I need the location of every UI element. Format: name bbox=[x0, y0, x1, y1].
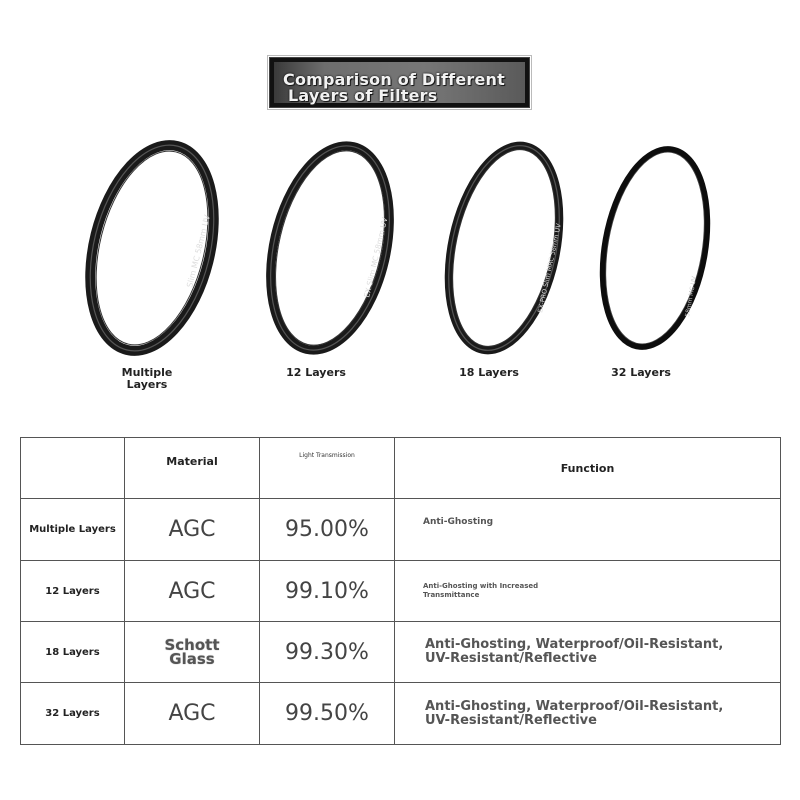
row-material: AGC bbox=[125, 561, 260, 622]
row-layers: 18 Layers bbox=[21, 622, 125, 683]
row-function bbox=[395, 561, 781, 622]
header-empty bbox=[21, 438, 125, 499]
filter-label-32-layers: 32 Layers bbox=[611, 366, 671, 379]
ring-engraving: Slim MC 58mm UV bbox=[185, 213, 212, 289]
filter-ring-12-layers bbox=[258, 138, 408, 358]
row-function bbox=[395, 683, 781, 745]
row-transmission: 95.00% bbox=[260, 499, 395, 561]
filter-images bbox=[0, 130, 800, 390]
filter-ring-32-layers bbox=[593, 142, 723, 357]
row-layers: 32 Layers bbox=[21, 683, 125, 745]
filter-label-multiple-layers: Multiple Layers bbox=[121, 366, 173, 391]
row-function-text: Anti-Ghosting, Waterproof/Oil-Resistant, UV-Resistant/Reflective bbox=[425, 698, 724, 728]
filter-ring-18-layers bbox=[436, 138, 576, 358]
row-material bbox=[125, 622, 260, 683]
row-function bbox=[395, 622, 781, 683]
row-layers: 12 Layers bbox=[21, 561, 125, 622]
title-line-2: Layers of Filters bbox=[288, 86, 438, 105]
title-banner bbox=[269, 57, 530, 108]
table-row bbox=[21, 561, 781, 622]
header-light-transmission: Light Transmission bbox=[260, 438, 395, 499]
ring-engraving: EX-PRO Slim MRC 58mm UV bbox=[536, 222, 563, 314]
table-row bbox=[21, 683, 781, 745]
title-line-1: Comparison of Different bbox=[283, 70, 505, 89]
row-material-text: Schott Glass bbox=[164, 636, 220, 668]
row-function: Anti-Ghosting bbox=[395, 499, 781, 561]
filter-label-12-layers: 12 Layers bbox=[286, 366, 346, 379]
header-function: Function bbox=[395, 438, 781, 499]
table-row bbox=[21, 499, 781, 561]
ring-engraving: 58mm MC UV bbox=[684, 275, 699, 318]
header-material: Material bbox=[125, 438, 260, 499]
row-transmission: 99.10% bbox=[260, 561, 395, 622]
row-material: AGC bbox=[125, 499, 260, 561]
table-row bbox=[21, 622, 781, 683]
filter-label-18-layers: 18 Layers bbox=[459, 366, 519, 379]
comparison-table bbox=[20, 437, 781, 745]
row-transmission: 99.50% bbox=[260, 683, 395, 745]
filter-ring-multiple-layers bbox=[80, 138, 230, 358]
row-layers: Multiple Layers bbox=[21, 499, 125, 561]
row-transmission: 99.30% bbox=[260, 622, 395, 683]
row-material: AGC bbox=[125, 683, 260, 745]
ring-engraving: EX Slim MC 58mm UV bbox=[362, 216, 390, 299]
row-function-text: Anti-Ghosting, Waterproof/Oil-Resistant, UV-Resistant/Reflective bbox=[425, 637, 724, 666]
table-header-row bbox=[21, 438, 781, 499]
row-function-text: Anti-Ghosting with Increased Transmittance bbox=[423, 582, 539, 599]
